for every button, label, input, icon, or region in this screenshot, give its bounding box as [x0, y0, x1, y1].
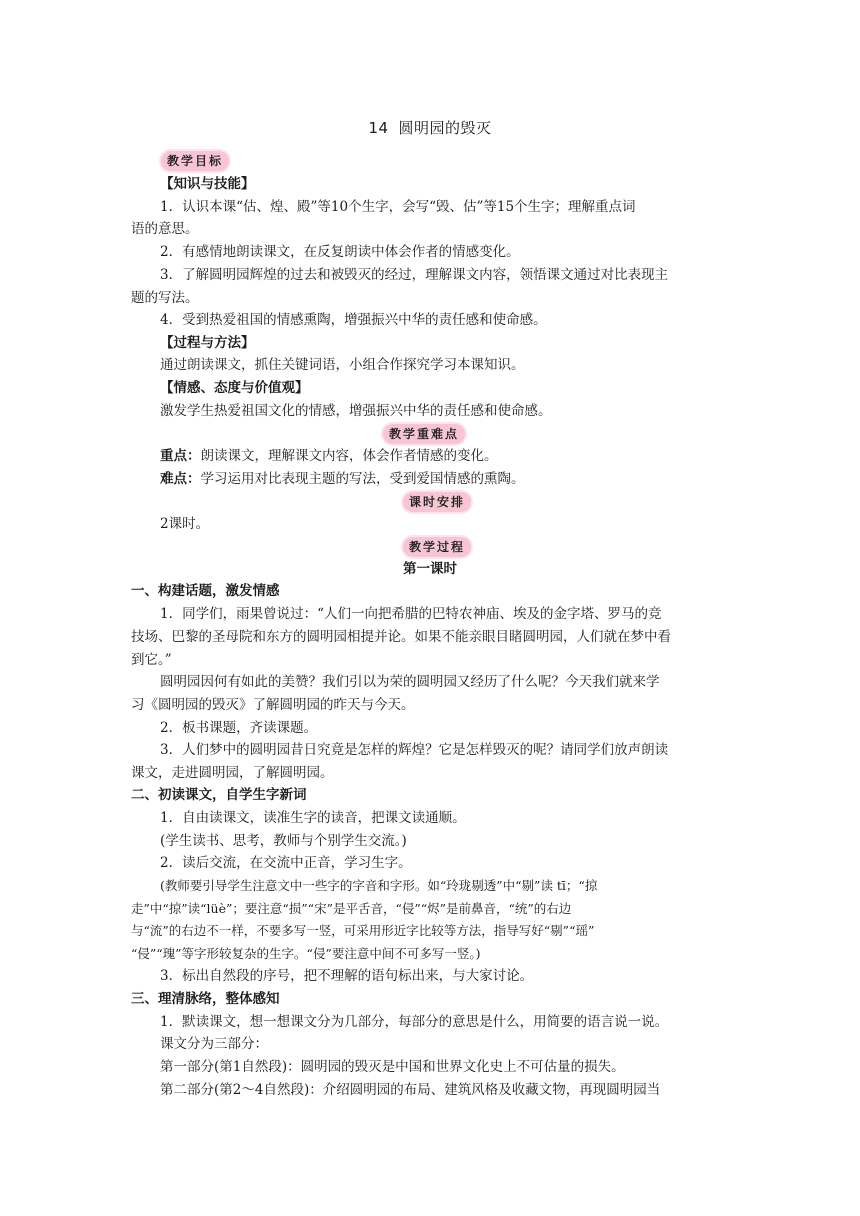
paragraph-line: 习《圆明园的毁灭》了解圆明园的昨天与今天。 [131, 697, 415, 713]
lesson-title: 圆明园的毁灭 [398, 119, 492, 137]
difficulty-line [160, 469, 525, 489]
objectives-badge: 教学目标 [161, 151, 229, 171]
paragraph-line: 课文，走进圆明园，了解圆明园。 [131, 765, 334, 781]
schedule-text: 2课时。 [160, 516, 210, 532]
objective-3a: 3．了解圆明园辉煌的过去和被毁灭的经过，理解课文内容，领悟课文通过对比表现主 [160, 267, 669, 283]
focus-text: 朗读课文，理解课文内容，体会作者情感的变化。 [200, 448, 498, 464]
paragraph-line: (学生读书、思考，教师与个别学生交流。) [160, 833, 407, 849]
focus-line [160, 446, 498, 466]
paragraph-line: 1．同学们，雨果曾说过：“人们一向把希腊的巴特农神庙、埃及的金字塔、罗马的竞 [160, 606, 662, 622]
lesson-period-title: 第一课时 [403, 561, 457, 577]
process-heading: 【过程与方法】 [160, 335, 255, 351]
objective-2: 2．有感情地朗读课文，在反复朗读中体会作者的情感变化。 [160, 244, 520, 260]
difficulty-label: 难点： [160, 471, 201, 487]
page-title [0, 117, 860, 138]
paragraph-line: 2．读后交流，在交流中正音，学习生字。 [160, 855, 412, 871]
focus-label: 重点： [160, 448, 201, 464]
paragraph-line: 课文分为三部分： [160, 1036, 268, 1052]
section-3-heading: 三、理清脉络，整体感知 [131, 991, 280, 1007]
emotion-heading: 【情感、态度与价值观】 [160, 380, 309, 396]
process-badge: 教学过程 [403, 537, 471, 557]
paragraph-line: 圆明园因何有如此的美赞？我们引以为荣的圆明园又经历了什么呢？今天我们就来学 [160, 674, 660, 690]
paragraph-line: “侵”“瑰”等字形较复杂的生字。“侵”要注意中间不可多写一竖。) [131, 946, 481, 961]
lesson-number: 14 [368, 119, 389, 137]
paragraph-line: 技场、巴黎的圣母院和东方的圆明园相提并论。如果不能亲眼目睹圆明园，人们就在梦中看 [131, 629, 671, 645]
schedule-badge: 课时安排 [403, 492, 471, 512]
objective-1a: 1．认识本课“估、煌、殿”等10个生字，会写“毁、估”等15个生字；理解重点词 [160, 199, 636, 215]
paragraph-line: 与“流”的右边不一样，不要多写一竖，可采用形近字比较等方法，指导写好“剔”“瑶” [131, 923, 595, 938]
difficulty-text: 学习运用对比表现主题的写法，受到爱国情感的熏陶。 [200, 471, 525, 487]
paragraph-line: 第二部分(第2～4自然段)：介绍圆明园的布局、建筑风格及收藏文物，再现圆明园当 [160, 1082, 661, 1098]
objective-3b: 题的写法。 [131, 290, 199, 306]
paragraph-line: 3．标出自然段的序号，把不理解的语句标出来，与大家讨论。 [160, 968, 534, 984]
paragraph-line: 1．默读课文，想一想课文分为几部分，每部分的意思是什么，用简要的语言说一说。 [160, 1014, 669, 1030]
process-text: 通过朗读课文，抓住关键词语，小组合作探究学习本课知识。 [160, 357, 525, 373]
objective-1b: 语的意思。 [131, 221, 199, 237]
paragraph-line: 2．板书课题，齐读课题。 [160, 720, 318, 736]
paragraph-line: 走”中“掠”读“lüè”；要注意“损”“宋”是平舌音，“侵”“烬”是前鼻音，“统”的右边 [131, 901, 572, 916]
section-2-heading: 二、初读课文，自学生字新词 [131, 787, 307, 803]
paragraph-line: 1．自由读课文，读准生字的读音，把课文读通顺。 [160, 810, 466, 826]
paragraph-line: 3．人们梦中的圆明园昔日究竟是怎样的辉煌？它是怎样毁灭的呢？请同学们放声朗读 [160, 742, 669, 758]
knowledge-heading: 【知识与技能】 [160, 176, 255, 192]
key-points-badge: 教学重难点 [383, 424, 465, 444]
paragraph-line: 第一部分(第1自然段)：圆明园的毁灭是中国和世界文化史上不可估量的损失。 [160, 1059, 625, 1075]
objective-4: 4．受到热爱祖国的情感熏陶，增强振兴中华的责任感和使命感。 [160, 312, 547, 328]
paragraph-line: 到它。” [131, 652, 172, 668]
paragraph-line: (教师要引导学生注意文中一些字的字音和字形。如“玲珑剔透”中“剔”读 tī；“掠 [160, 878, 598, 893]
section-1-heading: 一、构建话题，激发情感 [131, 583, 280, 599]
emotion-text: 激发学生热爱祖国文化的情感，增强振兴中华的责任感和使命感。 [160, 403, 552, 419]
